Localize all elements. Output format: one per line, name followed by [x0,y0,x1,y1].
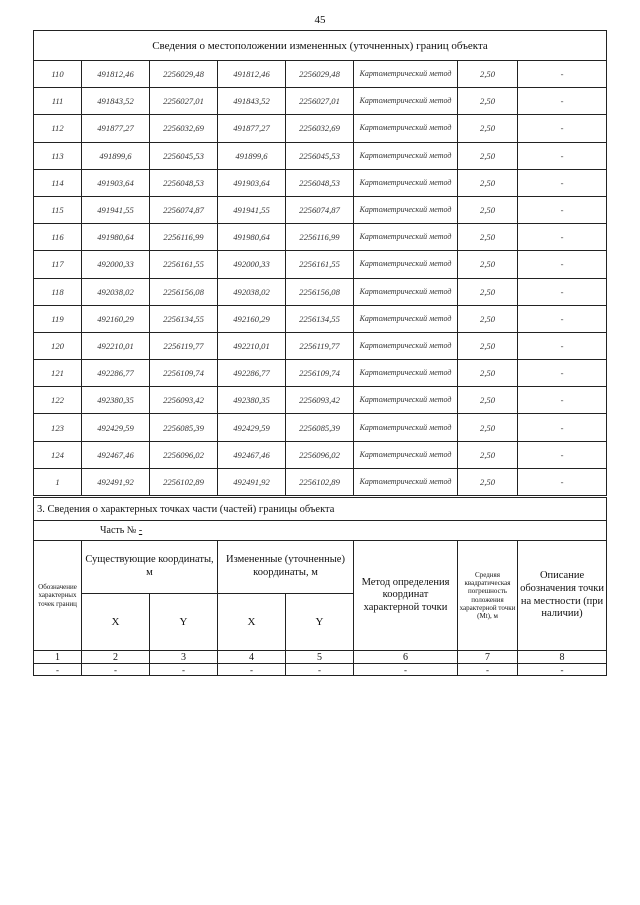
point-number-cell: 122 [34,387,82,414]
point-number-cell: 117 [34,251,82,278]
mean-error-cell: 2,50 [458,360,518,387]
header-changed-coords: Измененные (уточненные) координаты, м [218,541,354,594]
description-cell: - [518,332,607,359]
characteristic-points-table [33,497,607,676]
x-changed-cell: 491941,55 [218,196,286,223]
mean-error-cell: 2,50 [458,468,518,495]
description-cell: - [518,441,607,468]
point-number-cell: 111 [34,88,82,115]
mean-error-cell: 2,50 [458,278,518,305]
y-changed-cell: 2256029,48 [286,61,354,88]
x-changed-cell: 492491,92 [218,468,286,495]
y-changed-cell: 2256119,77 [286,332,354,359]
empty-cell: - [82,664,150,676]
y-changed-cell: 2256102,89 [286,468,354,495]
y-changed-cell: 2256116,99 [286,224,354,251]
x-existing-cell: 492467,46 [82,441,150,468]
column-number: 5 [286,651,354,664]
point-number-cell: 118 [34,278,82,305]
y-existing-cell: 2256119,77 [150,332,218,359]
y-existing-cell: 2256161,55 [150,251,218,278]
table-row [34,441,607,468]
x-changed-cell: 491877,27 [218,115,286,142]
x-changed-cell: 492286,77 [218,360,286,387]
empty-cell: - [150,664,218,676]
method-cell: Картометрический метод [354,414,458,441]
header-x-existing: X [82,594,150,651]
x-existing-cell: 491843,52 [82,88,150,115]
header-point-designation: Обозначение характерных точек границ [34,541,82,651]
y-existing-cell: 2256096,02 [150,441,218,468]
header-method: Метод определения координат характерной точки [354,541,458,651]
mean-error-cell: 2,50 [458,332,518,359]
description-cell: - [518,142,607,169]
x-existing-cell: 491903,64 [82,169,150,196]
empty-cell: - [34,664,82,676]
point-number-cell: 119 [34,305,82,332]
header-y-existing: Y [150,594,218,651]
y-changed-cell: 2256045,53 [286,142,354,169]
description-cell: - [518,251,607,278]
header-mean-error: Средняя квадратическая погрешность положения характерной точки (Mt), м [458,541,518,651]
column-number: 4 [218,651,286,664]
description-cell: - [518,88,607,115]
table-row [34,142,607,169]
x-existing-cell: 491877,27 [82,115,150,142]
description-cell: - [518,61,607,88]
table-row [34,360,607,387]
x-existing-cell: 492038,02 [82,278,150,305]
method-cell: Картометрический метод [354,224,458,251]
x-existing-cell: 492160,29 [82,305,150,332]
point-number-cell: 123 [34,414,82,441]
column-number: 3 [150,651,218,664]
method-cell: Картометрический метод [354,468,458,495]
x-changed-cell: 492210,01 [218,332,286,359]
empty-cell: - [518,664,607,676]
mean-error-cell: 2,50 [458,305,518,332]
method-cell: Картометрический метод [354,387,458,414]
y-existing-cell: 2256093,42 [150,387,218,414]
table-row [34,224,607,251]
mean-error-cell: 2,50 [458,441,518,468]
y-existing-cell: 2256045,53 [150,142,218,169]
point-number-cell: 120 [34,332,82,359]
header-description: Описание обозначения точки на местности (при наличии) [518,541,607,651]
mean-error-cell: 2,50 [458,387,518,414]
method-cell: Картометрический метод [354,251,458,278]
point-number-cell: 1 [34,468,82,495]
point-number-cell: 116 [34,224,82,251]
x-existing-cell: 492429,59 [82,414,150,441]
table-row [34,88,607,115]
method-cell: Картометрический метод [354,332,458,359]
description-cell: - [518,169,607,196]
mean-error-cell: 2,50 [458,414,518,441]
mean-error-cell: 2,50 [458,142,518,169]
x-changed-cell: 492380,35 [218,387,286,414]
method-cell: Картометрический метод [354,115,458,142]
table-row [34,61,607,88]
x-existing-cell: 492286,77 [82,360,150,387]
description-cell: - [518,115,607,142]
empty-cell: - [286,664,354,676]
point-number-cell: 121 [34,360,82,387]
description-cell: - [518,414,607,441]
part-value: - [138,525,143,536]
x-existing-cell: 492210,01 [82,332,150,359]
y-existing-cell: 2256116,99 [150,224,218,251]
x-existing-cell: 492380,35 [82,387,150,414]
x-changed-cell: 491843,52 [218,88,286,115]
point-number-cell: 113 [34,142,82,169]
y-changed-cell: 2256027,01 [286,88,354,115]
y-existing-cell: 2256032,69 [150,115,218,142]
changed-boundaries-table [33,30,607,496]
x-existing-cell: 491980,64 [82,224,150,251]
section-title-changed-boundaries: Сведения о местоположении измененных (уточненных) границ объекта [34,31,607,61]
x-changed-cell: 491899,6 [218,142,286,169]
y-existing-cell: 2256048,53 [150,169,218,196]
column-number: 2 [82,651,150,664]
part-number-row [34,521,607,541]
description-cell: - [518,196,607,223]
y-existing-cell: 2256074,87 [150,196,218,223]
x-changed-cell: 492160,29 [218,305,286,332]
table-row [34,414,607,441]
header-y-changed: Y [286,594,354,651]
mean-error-cell: 2,50 [458,169,518,196]
y-changed-cell: 2256085,39 [286,414,354,441]
y-changed-cell: 2256074,87 [286,196,354,223]
point-number-cell: 114 [34,169,82,196]
description-cell: - [518,305,607,332]
table-row [34,387,607,414]
x-existing-cell: 491941,55 [82,196,150,223]
point-number-cell: 124 [34,441,82,468]
column-number: 6 [354,651,458,664]
empty-cell: - [218,664,286,676]
header-existing-coords: Существующие координаты, м [82,541,218,594]
header-x-changed: X [218,594,286,651]
x-changed-cell: 492467,46 [218,441,286,468]
method-cell: Картометрический метод [354,169,458,196]
table-row [34,332,607,359]
y-changed-cell: 2256156,08 [286,278,354,305]
mean-error-cell: 2,50 [458,61,518,88]
y-existing-cell: 2256102,89 [150,468,218,495]
x-changed-cell: 491812,46 [218,61,286,88]
mean-error-cell: 2,50 [458,251,518,278]
y-existing-cell: 2256027,01 [150,88,218,115]
table-row [34,468,607,495]
method-cell: Картометрический метод [354,196,458,223]
x-existing-cell: 492491,92 [82,468,150,495]
description-cell: - [518,387,607,414]
description-cell: - [518,360,607,387]
x-changed-cell: 492000,33 [218,251,286,278]
method-cell: Картометрический метод [354,61,458,88]
y-existing-cell: 2256085,39 [150,414,218,441]
table-row [34,115,607,142]
mean-error-cell: 2,50 [458,115,518,142]
y-changed-cell: 2256048,53 [286,169,354,196]
method-cell: Картометрический метод [354,360,458,387]
method-cell: Картометрический метод [354,305,458,332]
y-changed-cell: 2256109,74 [286,360,354,387]
description-cell: - [518,278,607,305]
empty-cell: - [354,664,458,676]
table-row [34,196,607,223]
y-changed-cell: 2256032,69 [286,115,354,142]
part-label: Часть № [100,525,137,536]
x-changed-cell: 492429,59 [218,414,286,441]
column-number: 8 [518,651,607,664]
empty-cell: - [458,664,518,676]
x-changed-cell: 492038,02 [218,278,286,305]
x-changed-cell: 491903,64 [218,169,286,196]
y-existing-cell: 2256156,08 [150,278,218,305]
method-cell: Картометрический метод [354,142,458,169]
mean-error-cell: 2,50 [458,224,518,251]
x-changed-cell: 491980,64 [218,224,286,251]
method-cell: Картометрический метод [354,88,458,115]
x-existing-cell: 491899,6 [82,142,150,169]
y-existing-cell: 2256109,74 [150,360,218,387]
y-existing-cell: 2256029,48 [150,61,218,88]
y-existing-cell: 2256134,55 [150,305,218,332]
column-number: 1 [34,651,82,664]
y-changed-cell: 2256134,55 [286,305,354,332]
section-title-characteristic-points: 3. Сведения о характерных точках части (частей) границы объекта [34,498,607,521]
y-changed-cell: 2256096,02 [286,441,354,468]
description-cell: - [518,224,607,251]
x-existing-cell: 491812,46 [82,61,150,88]
method-cell: Картометрический метод [354,278,458,305]
column-number: 7 [458,651,518,664]
point-number-cell: 112 [34,115,82,142]
page-number: 45 [314,14,326,26]
x-existing-cell: 492000,33 [82,251,150,278]
table-row [34,305,607,332]
mean-error-cell: 2,50 [458,196,518,223]
y-changed-cell: 2256093,42 [286,387,354,414]
table-row [34,169,607,196]
point-number-cell: 115 [34,196,82,223]
table-row [34,278,607,305]
method-cell: Картометрический метод [354,441,458,468]
mean-error-cell: 2,50 [458,88,518,115]
point-number-cell: 110 [34,61,82,88]
description-cell: - [518,468,607,495]
table-row [34,251,607,278]
y-changed-cell: 2256161,55 [286,251,354,278]
